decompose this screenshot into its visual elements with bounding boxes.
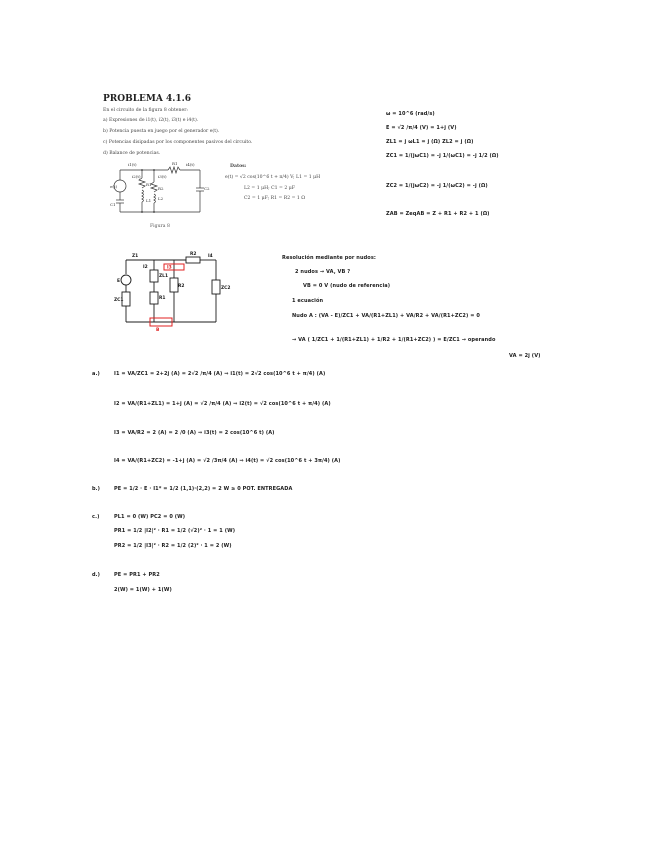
problem-item-c: c) Potencias disipadas por los componentes pasivos del circuito. [103, 140, 253, 145]
label-c2: C2 [204, 186, 210, 191]
problem-item-a: a) Expresiones de i1(t), i2(t), i3(t) e i4(t). [103, 118, 199, 123]
nodal-result: VA = 2j (V) [509, 353, 541, 359]
nodal-line-5: → VA ( 1/ZC1 + 1/(R1+ZL1) + 1/R2 + 1/(R1+ZC2) ) = E/ZC1 → operando [292, 337, 496, 343]
nodal-line-4: Nudo A : (VA - E)/ZC1 + VA/(R1+ZL1) + VA/R2 + VA/(R1+ZC2) = 0 [292, 313, 480, 319]
part-a-tag: a.) [92, 371, 100, 377]
sol-label-i2: I2 [143, 265, 148, 270]
part-a-line-2: I2 = VA/(R1+ZL1) = 1+j (A) = √2 /π/4 (A) ⇒ i2(t) = √2 cos(10^6 t + π/4) (A) [114, 401, 331, 407]
part-a-line-3: I3 = VA/R2 = 2 (A) = 2 /0 (A) ⇒ i3(t) = 2 cos(10^6 t) (A) [114, 430, 275, 436]
label-l1: L1 [146, 198, 152, 203]
sol-label-i4: I4 [208, 254, 213, 259]
problem-item-d: d) Balance de potencias. [103, 151, 161, 156]
part-c-line-3: PR2 = 1/2 |I3|² · R2 = 1/2 (2)² · 1 = 2 (W) [114, 543, 232, 549]
sol-label-z1: Z1 [132, 254, 139, 259]
nodal-heading: Resolución mediante por nudos: [282, 255, 377, 261]
part-d-tag: d.) [92, 572, 101, 578]
sol-label-zc2: ZC2 [221, 286, 231, 291]
sol-label-zc1: ZC1 [114, 298, 124, 303]
part-c-line-1: PL1 = 0 (W) PC2 = 0 (W) [114, 514, 186, 520]
label-l2: L2 [158, 196, 164, 201]
label-r2: R2 [158, 186, 164, 191]
sol-label-i3: I3 [167, 265, 172, 271]
part-a-line-4: I4 = VA/(R1+ZC2) = -1+j (A) = √2 /3π/4 (A) ⇒ i4(t) = √2 cos(10^6 t + 3π/4) (A) [114, 458, 341, 464]
part-b-tag: b.) [92, 486, 101, 492]
data-line-2: L2 = 1 μH; C1 = 2 μF [244, 186, 295, 191]
data-title: Datos: [230, 164, 247, 169]
sol-label-b: B [156, 328, 160, 333]
label-i2: i2(t) [132, 174, 141, 179]
sol-label-e: E [117, 279, 120, 284]
part-b-line: PE = 1/2 · E · I1* = 1/2 (1,1)·(2,2) = 2 W ≥ 0 POT. ENTREGADA [114, 486, 293, 492]
note-omega: ω = 10^6 (rad/s) [386, 111, 435, 117]
part-d-line-2: 2(W) = 1(W) + 1(W) [114, 587, 172, 593]
note-e-phasor: E = √2 /π/4 (V) = 1+j (V) [386, 125, 457, 131]
sol-label-zl1: ZL1 [159, 274, 169, 279]
note-zab: ZAB = ZeqAB = Z + R1 + R2 + 1 (Ω) [386, 211, 490, 217]
problem-intro: En el circuito de la figura 8 obtener: [103, 108, 188, 113]
part-a-line-1: I1 = VA/ZC1 = 2+2j (A) = 2√2 /π/4 (A) ⇒ i1(t) = 2√2 cos(10^6 t + π/4) (A) [114, 371, 326, 377]
solution-circuit-diagram [112, 252, 242, 332]
nodal-line-1: 2 nudos → VA, VB ? [295, 269, 351, 275]
note-zl: ZL1 = j ωL1 = j (Ω) ZL2 = j (Ω) [386, 139, 474, 145]
label-r1: R1 [146, 182, 152, 187]
label-c1: C1 [110, 202, 116, 207]
sol-label-r2: R2 [178, 284, 185, 289]
part-c-line-2: PR1 = 1/2 |I2|² · R1 = 1/2 (√2)² · 1 = 1 (W) [114, 528, 236, 534]
label-i1: i1(t) [128, 162, 137, 167]
nodal-line-2: VB = 0 V (nudo de referencia) [303, 283, 391, 289]
part-d-line-1: PE = PR1 + PR2 [114, 572, 160, 578]
note-zc1: ZC1 = 1/(jωC1) = -j 1/(ωC1) = -j 1/2 (Ω) [386, 153, 499, 159]
note-zc2: ZC2 = 1/(jωC2) = -j 1/(ωC2) = -j (Ω) [386, 183, 488, 189]
sol-label-r2-top: R2 [190, 252, 197, 257]
figure-caption: Figura 8 [150, 224, 170, 229]
problem-title: PROBLEMA 4.1.6 [103, 94, 192, 104]
label-r1-top: R1 [172, 161, 178, 166]
problem-circuit-diagram [110, 160, 220, 222]
problem-item-b: b) Potencia puesta en juego por el generador e(t). [103, 129, 220, 134]
data-line-3: C2 = 1 μF; R1 = R2 = 1 Ω [244, 196, 306, 201]
nodal-line-3: 1 ecuación [292, 298, 324, 304]
label-e: e(t) [110, 184, 118, 189]
part-c-tag: c.) [92, 514, 100, 520]
sol-label-r1: R1 [159, 296, 166, 301]
label-i4: i4(t) [186, 162, 195, 167]
label-i3: i3(t) [158, 174, 167, 179]
data-line-1: e(t) = √2 cos(10^6 t + π/4) V; L1 = 1 μH [225, 175, 321, 180]
